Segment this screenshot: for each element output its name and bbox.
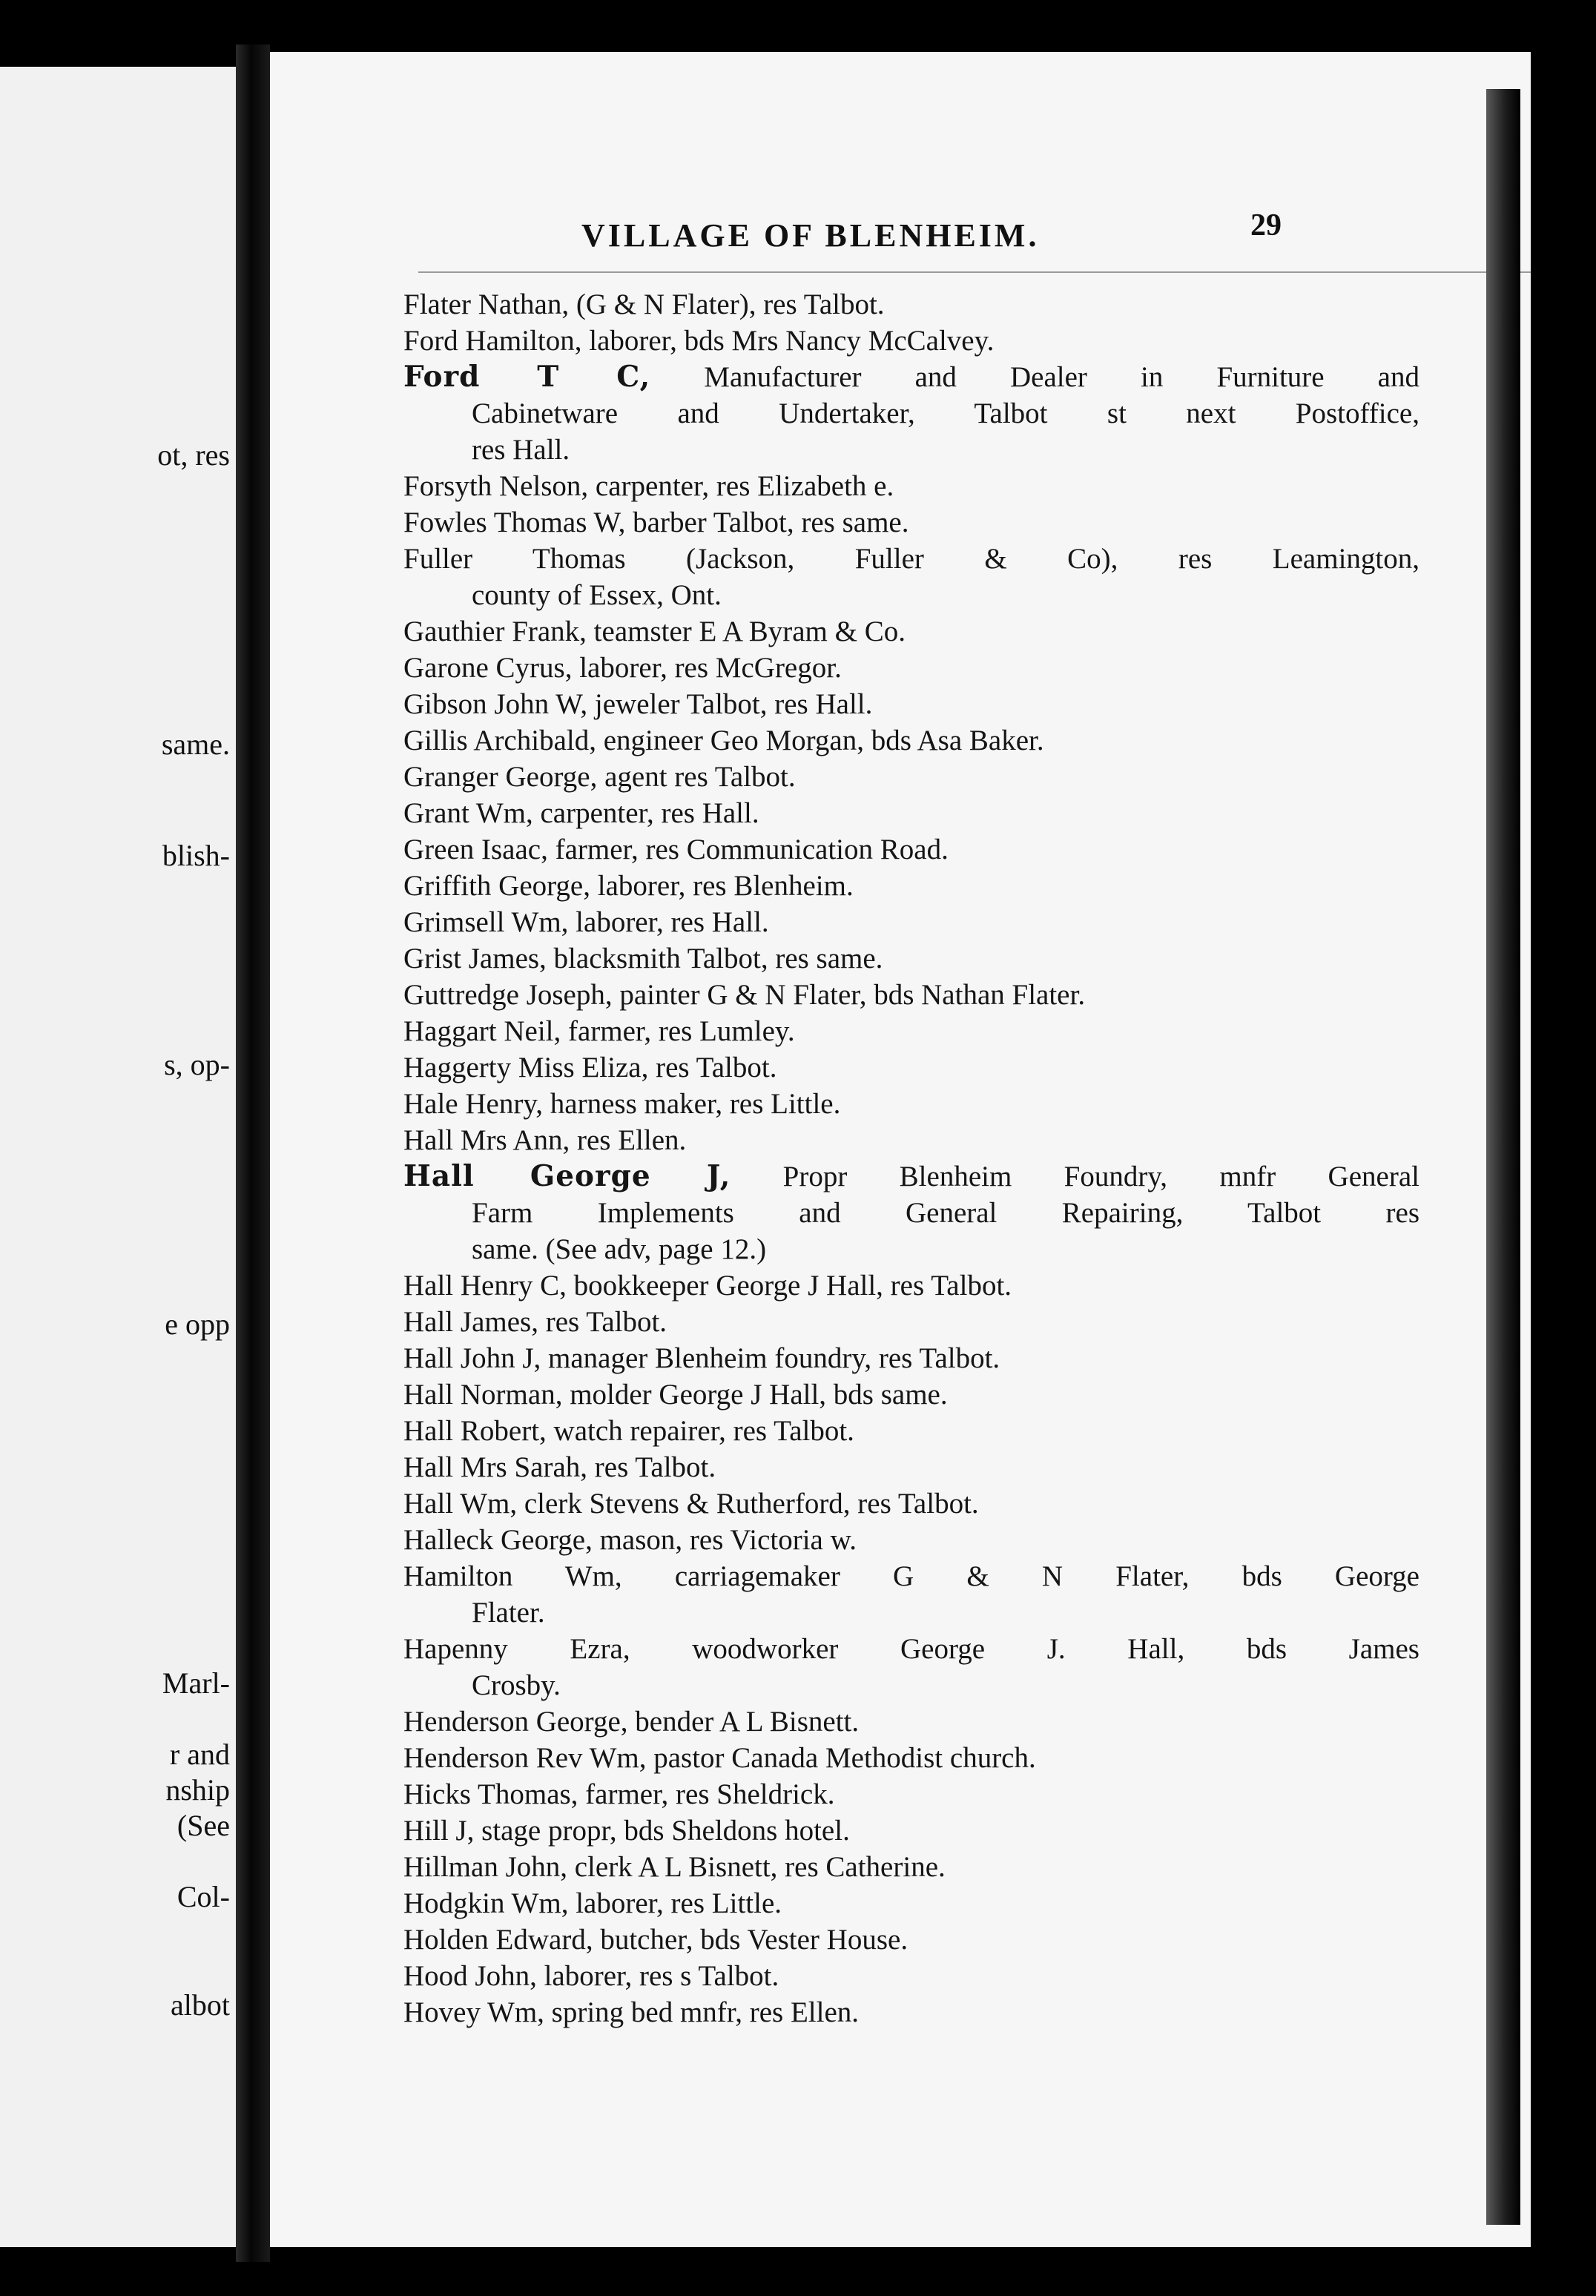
- entry-text: Fuller Thomas (Jackson, Fuller & Co), res Leamington,: [403, 543, 1419, 575]
- entry-first-line: [403, 1921, 1419, 1958]
- entry-text: Hall Mrs Sarah, res Talbot.: [403, 1451, 716, 1483]
- left-page-fragment: same.: [161, 728, 230, 761]
- entry-first-line: [403, 1994, 1419, 2031]
- entry-first-line: [403, 977, 1419, 1013]
- entry-text: Forsyth Nelson, carpenter, res Elizabeth e.: [403, 470, 894, 502]
- entry-continuation-line: [403, 1195, 1419, 1231]
- left-page-fragment: s, op-: [164, 1048, 230, 1081]
- entry-text: Henderson Rev Wm, pastor Canada Methodist church.: [403, 1742, 1036, 1774]
- directory-entry: [403, 1631, 1419, 1703]
- directory-entry: [403, 1413, 1419, 1449]
- entry-text: Hale Henry, harness maker, res Little.: [403, 1088, 841, 1120]
- entry-text: Hall John J, manager Blenheim foundry, res Talbot.: [403, 1342, 1000, 1374]
- left-page-fragment: e opp: [165, 1307, 230, 1341]
- entry-text: Granger George, agent res Talbot.: [403, 761, 796, 793]
- directory-entry: [403, 1849, 1419, 1885]
- directory-entry: [403, 323, 1419, 359]
- directory-entry: [403, 686, 1419, 722]
- entry-first-line: [403, 1485, 1419, 1522]
- entry-continuation-line: [403, 1594, 1419, 1631]
- directory-entry: [403, 359, 1419, 468]
- entry-text: Hicks Thomas, farmer, res Sheldrick.: [403, 1778, 835, 1810]
- entry-first-line: [403, 286, 1419, 323]
- entry-text: Ford Hamilton, laborer, bds Mrs Nancy McCalvey.: [403, 325, 995, 357]
- entry-continuation-line: [403, 577, 1419, 613]
- entry-first-line: [403, 795, 1419, 831]
- directory-entry: [403, 1267, 1419, 1304]
- entry-business-name: Hall George J,: [403, 1159, 731, 1193]
- directory-entry: [403, 904, 1419, 940]
- left-page-fragment: ot, res: [157, 438, 230, 472]
- entry-first-line: [403, 1304, 1419, 1340]
- entry-first-line: [403, 1522, 1419, 1558]
- entry-continuation-line: [403, 432, 1419, 468]
- book-gutter: [236, 44, 270, 2262]
- entry-text: res Hall.: [472, 434, 570, 466]
- entry-text: Hamilton Wm, carriagemaker G & N Flater, bds George: [403, 1560, 1419, 1592]
- entry-first-line: [403, 1122, 1419, 1158]
- entry-first-line: [403, 1267, 1419, 1304]
- entry-text: Hillman John, clerk A L Bisnett, res Catherine.: [403, 1851, 946, 1883]
- entry-first-line: [403, 759, 1419, 795]
- entry-business-name: Ford T C,: [403, 360, 651, 394]
- entry-first-line: [403, 1086, 1419, 1122]
- entry-first-line: [403, 1340, 1419, 1376]
- entry-first-line: [403, 940, 1419, 977]
- entry-text: Garone Cyrus, laborer, res McGregor.: [403, 652, 842, 684]
- entry-text: Haggart Neil, farmer, res Lumley.: [403, 1015, 795, 1047]
- entry-first-line: [403, 1049, 1419, 1086]
- directory-entry: [403, 468, 1419, 504]
- directory-entries: [403, 286, 1419, 2031]
- page-number: 29: [1250, 208, 1282, 243]
- directory-entry: [403, 650, 1419, 686]
- entry-text: Flater Nathan, (G & N Flater), res Talbot.: [403, 288, 885, 320]
- entry-first-line: [403, 1376, 1419, 1413]
- directory-entry: [403, 1522, 1419, 1558]
- entry-text: Propr Blenheim Foundry, mnfr General: [731, 1161, 1419, 1192]
- entry-first-line: [403, 1158, 1419, 1195]
- left-page-fragment: Marl-: [162, 1666, 230, 1700]
- entry-text: Holden Edward, butcher, bds Vester House.: [403, 1924, 909, 1956]
- entry-text: Hodgkin Wm, laborer, res Little.: [403, 1887, 782, 1919]
- entry-text: Grant Wm, carpenter, res Hall.: [403, 797, 759, 829]
- directory-entry: [403, 1558, 1419, 1631]
- entry-text: Guttredge Joseph, painter G & N Flater, bds Nathan Flater.: [403, 979, 1086, 1011]
- entry-text: Hall Henry C, bookkeeper George J Hall, res Talbot.: [403, 1270, 1012, 1302]
- entry-text: Haggerty Miss Eliza, res Talbot.: [403, 1052, 777, 1083]
- entry-text: Hall Robert, watch repairer, res Talbot.: [403, 1415, 854, 1447]
- entry-text: Fowles Thomas W, barber Talbot, res same.: [403, 507, 909, 538]
- directory-entry: [403, 1086, 1419, 1122]
- directory-entry: [403, 795, 1419, 831]
- left-page-fragment: r and: [169, 1738, 230, 1771]
- page-edge: [1486, 89, 1520, 2225]
- directory-entry: [403, 504, 1419, 541]
- directory-entry: [403, 1994, 1419, 2031]
- entry-first-line: [403, 868, 1419, 904]
- entry-text: Hood John, laborer, res s Talbot.: [403, 1960, 779, 1992]
- entry-first-line: [403, 1631, 1419, 1667]
- entry-first-line: [403, 904, 1419, 940]
- entry-text: Halleck George, mason, res Victoria w.: [403, 1524, 857, 1556]
- entry-first-line: [403, 1849, 1419, 1885]
- entry-continuation-line: [403, 395, 1419, 432]
- directory-entry: [403, 722, 1419, 759]
- header-rule: [418, 271, 1531, 273]
- directory-entry: [403, 541, 1419, 613]
- directory-entry: [403, 940, 1419, 977]
- entry-text: same. (See adv, page 12.): [472, 1233, 767, 1265]
- directory-entry: [403, 1776, 1419, 1812]
- directory-entry: [403, 759, 1419, 795]
- entry-first-line: [403, 323, 1419, 359]
- entry-first-line: [403, 1558, 1419, 1594]
- directory-entry: [403, 977, 1419, 1013]
- directory-entry: [403, 1049, 1419, 1086]
- entry-first-line: [403, 1812, 1419, 1849]
- directory-entry: [403, 1340, 1419, 1376]
- left-page-fragment: nship: [165, 1773, 230, 1807]
- entry-text: Grimsell Wm, laborer, res Hall.: [403, 906, 769, 938]
- directory-entry: [403, 1013, 1419, 1049]
- directory-entry: [403, 1740, 1419, 1776]
- left-facing-page: [0, 67, 236, 2247]
- directory-entry: [403, 1885, 1419, 1921]
- directory-entry: [403, 1958, 1419, 1994]
- entry-text: Crosby.: [472, 1669, 561, 1701]
- left-page-fragment: blish-: [162, 839, 230, 872]
- directory-entry: [403, 1485, 1419, 1522]
- entry-text: Griffith George, laborer, res Blenheim.: [403, 870, 854, 902]
- directory-entry: [403, 1812, 1419, 1849]
- entry-first-line: [403, 504, 1419, 541]
- entry-text: Cabinetware and Undertaker, Talbot st next Postoffice,: [472, 397, 1419, 429]
- directory-entry: [403, 1158, 1419, 1267]
- directory-entry: [403, 1449, 1419, 1485]
- entry-first-line: [403, 1776, 1419, 1812]
- entry-first-line: [403, 686, 1419, 722]
- directory-entry: [403, 868, 1419, 904]
- entry-first-line: [403, 1413, 1419, 1449]
- directory-entry: [403, 1376, 1419, 1413]
- entry-text: Gibson John W, jeweler Talbot, res Hall.: [403, 688, 873, 720]
- entry-text: Hall Wm, clerk Stevens & Rutherford, res Talbot.: [403, 1488, 979, 1520]
- entry-text: Hall Mrs Ann, res Ellen.: [403, 1124, 687, 1156]
- entry-text: Hall Norman, molder George J Hall, bds same.: [403, 1379, 948, 1411]
- directory-entry: [403, 1921, 1419, 1958]
- entry-text: Gillis Archibald, engineer Geo Morgan, bds Asa Baker.: [403, 725, 1044, 756]
- entry-text: Flater.: [472, 1597, 545, 1629]
- entry-text: Gauthier Frank, teamster E A Byram & Co.: [403, 616, 906, 647]
- page-header: VILLAGE OF BLENHEIM.: [581, 217, 1040, 254]
- entry-first-line: [403, 1013, 1419, 1049]
- entry-first-line: [403, 831, 1419, 868]
- entry-text: Grist James, blacksmith Talbot, res same.: [403, 943, 883, 974]
- entry-first-line: [403, 359, 1419, 395]
- directory-entry: [403, 286, 1419, 323]
- entry-continuation-line: [403, 1667, 1419, 1703]
- entry-text: Henderson George, bender A L Bisnett.: [403, 1706, 860, 1738]
- entry-text: Hall James, res Talbot.: [403, 1306, 667, 1338]
- entry-first-line: [403, 468, 1419, 504]
- entry-first-line: [403, 1958, 1419, 1994]
- directory-entry: [403, 1304, 1419, 1340]
- entry-first-line: [403, 1449, 1419, 1485]
- directory-entry: [403, 1703, 1419, 1740]
- directory-entry: [403, 1122, 1419, 1158]
- entry-text: Hapenny Ezra, woodworker George J. Hall, bds James: [403, 1633, 1419, 1665]
- left-page-fragment: Col-: [177, 1880, 230, 1913]
- entry-text: Manufacturer and Dealer in Furniture and: [650, 361, 1419, 393]
- entry-first-line: [403, 1885, 1419, 1921]
- entry-text: county of Essex, Ont.: [472, 579, 722, 611]
- directory-entry: [403, 831, 1419, 868]
- directory-entry: [403, 613, 1419, 650]
- entry-continuation-line: [403, 1231, 1419, 1267]
- entry-first-line: [403, 1740, 1419, 1776]
- entry-first-line: [403, 650, 1419, 686]
- entry-first-line: [403, 722, 1419, 759]
- entry-text: Green Isaac, farmer, res Communication Road.: [403, 834, 949, 865]
- entry-text: Hovey Wm, spring bed mnfr, res Ellen.: [403, 1996, 860, 2028]
- left-page-fragment: albot: [171, 1988, 230, 2022]
- entry-first-line: [403, 1703, 1419, 1740]
- entry-first-line: [403, 613, 1419, 650]
- left-page-fragment: (See: [177, 1809, 230, 1842]
- entry-text: Farm Implements and General Repairing, Talbot res: [472, 1197, 1419, 1229]
- entry-text: Hill J, stage propr, bds Sheldons hotel.: [403, 1815, 850, 1847]
- entry-first-line: [403, 541, 1419, 577]
- directory-page: [270, 52, 1531, 2247]
